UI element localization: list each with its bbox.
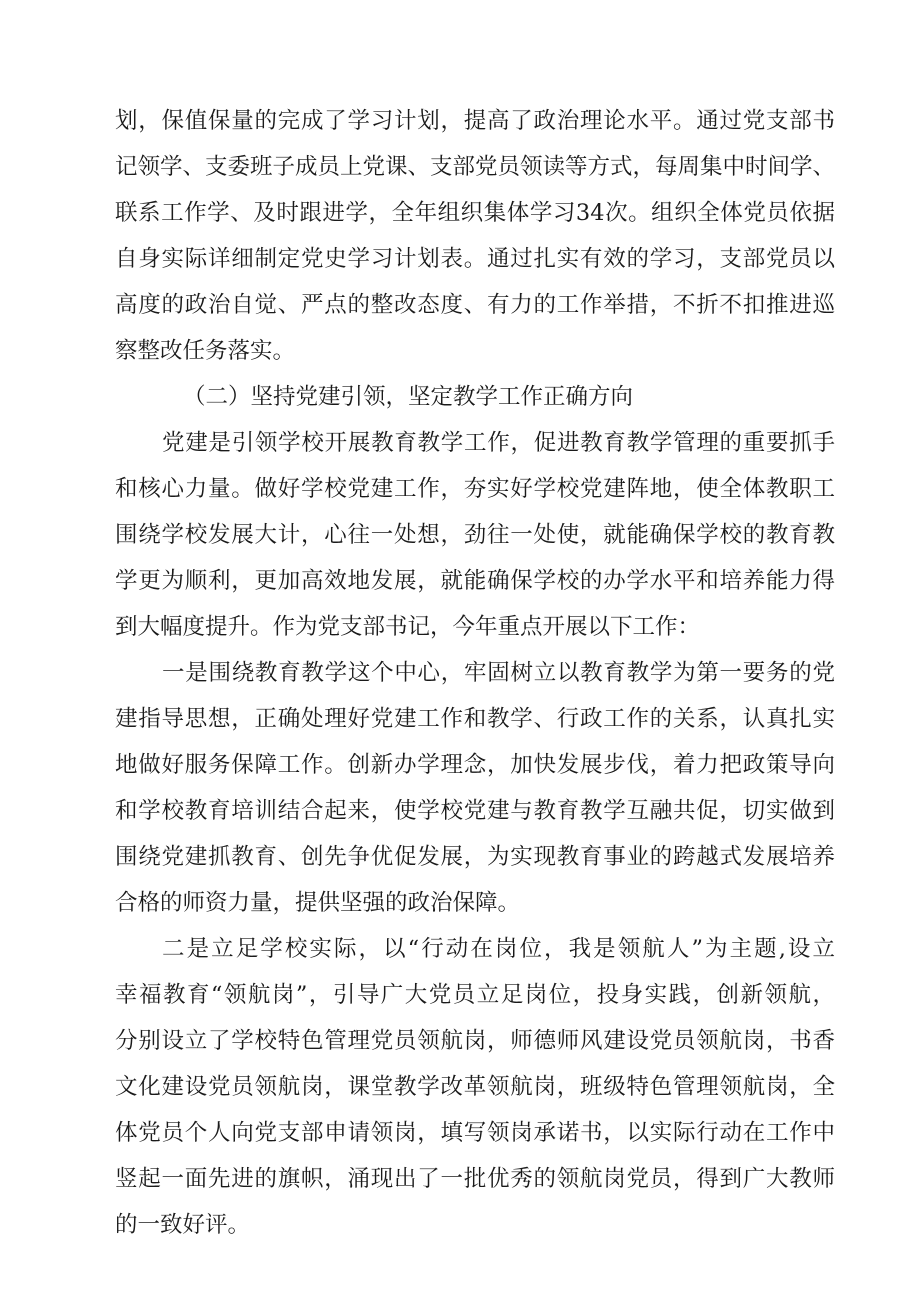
- text-line: 的一致好评。: [115, 1212, 251, 1238]
- text-line: 文化建设党员领航岗，课堂教学改革领航岗，班级特色管理领航岗，全: [115, 1074, 835, 1100]
- text-line: 围绕学校发展大计，心往一处想，劲往一处使，就能确保学校的教育教: [115, 522, 835, 548]
- text-line: 高度的政治自觉、严点的整改态度、有力的工作举措，不折不扣推进巡: [115, 292, 835, 318]
- text-line: 地做好服务保障工作。创新办学理念，加快发展步伐，着力把政策导向: [115, 752, 835, 778]
- text-line: 联系工作学、及时跟进学，全年组织集体学习34次。组织全体党员依据: [115, 200, 835, 226]
- paragraph-study-plan: [115, 98, 835, 374]
- text-line: 和学校教育培训结合起来，使学校党建与教育教学互融共促，切实做到: [115, 798, 835, 824]
- section-heading: （二）坚持党建引领，坚定教学工作正确方向: [183, 384, 634, 410]
- text-line: 一是围绕教育教学这个中心，牢固树立以教育教学为第一要务的党: [162, 660, 835, 686]
- document-body: [115, 98, 835, 1248]
- paragraph-party-building: [115, 420, 835, 650]
- paragraph-second-task: [115, 926, 835, 1248]
- text-line: 察整改任务落实。: [115, 338, 296, 364]
- text-line: 建指导思想，正确处理好党建工作和教学、行政工作的关系，认真扎实: [115, 706, 835, 732]
- text-line: 自身实际详细制定党史学习计划表。通过扎实有效的学习，支部党员以: [115, 246, 835, 272]
- text-line: 分别设立了学校特色管理党员领航岗，师德师风建设党员领航岗，书香: [115, 1028, 835, 1054]
- text-line: 体党员个人向党支部申请领岗，填写领岗承诺书，以实际行动在工作中: [115, 1120, 835, 1146]
- text-line: 党建是引领学校开展教育教学工作，促进教育教学管理的重要抓手: [162, 430, 835, 456]
- text-line: 幸福教育“领航岗”，引导广大党员立足岗位，投身实践，创新领航，: [115, 982, 835, 1008]
- text-line: 划，保值保量的完成了学习计划，提高了政治理论水平。通过党支部书: [115, 108, 835, 134]
- text-line: 围绕党建抓教育、创先争优促发展，为实现教育事业的跨越式发展培养: [115, 844, 835, 870]
- text-line: 二是立足学校实际，以“行动在岗位，我是领航人”为主题,设立: [162, 936, 835, 962]
- text-line: 竖起一面先进的旗帜，涌现出了一批优秀的领航岗党员，得到广大教师: [115, 1166, 835, 1192]
- text-line: 学更为顺利，更加高效地发展，就能确保学校的办学水平和培养能力得: [115, 568, 835, 594]
- text-line: 和核心力量。做好学校党建工作，夯实好学校党建阵地，使全体教职工: [115, 476, 835, 502]
- text-line: 记领学、支委班子成员上党课、支部党员领读等方式，每周集中时间学、: [115, 154, 836, 180]
- paragraph-first-task: [115, 650, 835, 926]
- text-line: 到大幅度提升。作为党支部书记，今年重点开展以下工作：: [115, 614, 701, 640]
- text-line: 合格的师资力量，提供坚强的政治保障。: [115, 890, 521, 916]
